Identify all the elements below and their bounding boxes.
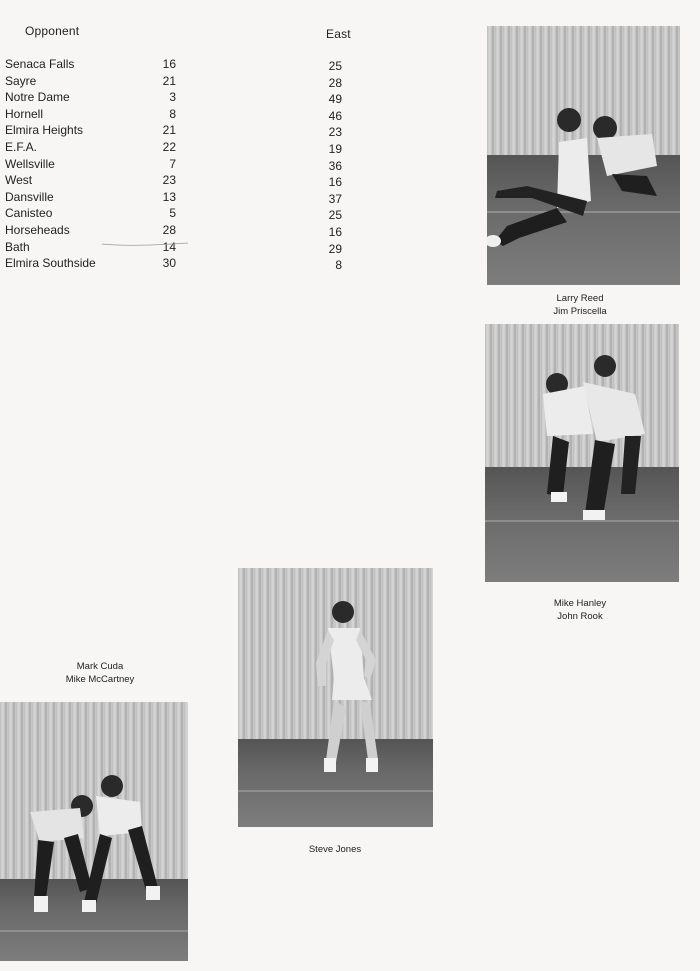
opponent-score: 21 [162, 73, 176, 88]
table-row [0, 140, 360, 157]
opponent-name: Wellsville [5, 156, 55, 171]
caption-line: Mark Cuda [76, 661, 124, 672]
opponent-score: 30 [162, 256, 176, 271]
caption-line: Jim Priscella [553, 306, 607, 317]
opponent-name: Hornell [5, 106, 44, 121]
opponent-name: West [5, 173, 33, 188]
opponent-name: Notre Dame [5, 90, 70, 105]
caption-line: Larry Reed [556, 293, 604, 304]
east-score: 46 [328, 108, 342, 123]
opponent-score: 7 [169, 156, 176, 171]
opponent-score: 8 [169, 106, 176, 121]
east-score: 36 [328, 158, 342, 173]
table-row [0, 107, 360, 124]
table-row [0, 74, 360, 91]
table-row [0, 223, 360, 240]
wrestler-photo-jones [238, 568, 433, 827]
caption-line: Mike Hanley [553, 598, 607, 609]
caption-hanley-rook [520, 597, 640, 623]
opponent-score: 23 [162, 173, 176, 188]
caption-line: Steve Jones [308, 844, 362, 855]
opponent-score: 28 [162, 223, 176, 237]
east-score: 16 [328, 175, 342, 190]
caption-line: John Rook [557, 611, 603, 622]
caption-jones [280, 843, 390, 856]
east-score: 28 [328, 75, 342, 90]
table-row [0, 173, 360, 190]
wrestlers-photo-hanley-rook [485, 324, 679, 582]
pencil-mark [100, 241, 190, 247]
opponent-score: 21 [162, 123, 176, 138]
table-row [0, 123, 360, 140]
wrestlers-photo-cuda-mccartney [0, 702, 188, 961]
wrestlers-photo-reed-priscella [487, 26, 680, 285]
east-score: 25 [328, 208, 342, 223]
opponent-name: Dansville [5, 189, 54, 204]
opponent-name: Senaca Falls [5, 57, 75, 71]
opponent-name: Sayre [5, 73, 37, 88]
opponent-name: Elmira Heights [5, 123, 84, 138]
table-row [0, 157, 360, 174]
east-score: 8 [335, 258, 342, 273]
east-score: 49 [328, 92, 342, 107]
opponent-header: Opponent [25, 24, 80, 38]
east-score: 25 [328, 59, 342, 73]
table-row [0, 57, 360, 74]
opponent-name: Horseheads [5, 223, 70, 237]
table-row [0, 190, 360, 207]
opponent-name: E.F.A. [5, 140, 38, 154]
opponent-name: Canisteo [5, 206, 53, 221]
east-score: 19 [328, 142, 342, 156]
opponent-score: 14 [162, 239, 176, 254]
east-header: East [326, 27, 351, 41]
opponent-score: 13 [162, 189, 176, 204]
caption-reed-priscella [520, 292, 640, 318]
table-row [0, 256, 360, 273]
east-score: 23 [328, 125, 342, 140]
opponent-score: 22 [162, 140, 176, 154]
opponent-score: 5 [169, 206, 176, 221]
caption-line: Mike McCartney [65, 674, 135, 685]
table-row [0, 90, 360, 107]
opponent-name: Elmira Southside [5, 256, 96, 271]
east-score: 29 [328, 241, 342, 256]
opponent-score: 16 [162, 57, 176, 71]
east-score: 37 [328, 191, 342, 206]
east-score: 16 [328, 225, 342, 239]
opponent-name: Bath [5, 239, 30, 254]
table-row [0, 206, 360, 223]
opponent-score: 3 [169, 90, 176, 105]
caption-cuda-mccartney [40, 660, 160, 686]
